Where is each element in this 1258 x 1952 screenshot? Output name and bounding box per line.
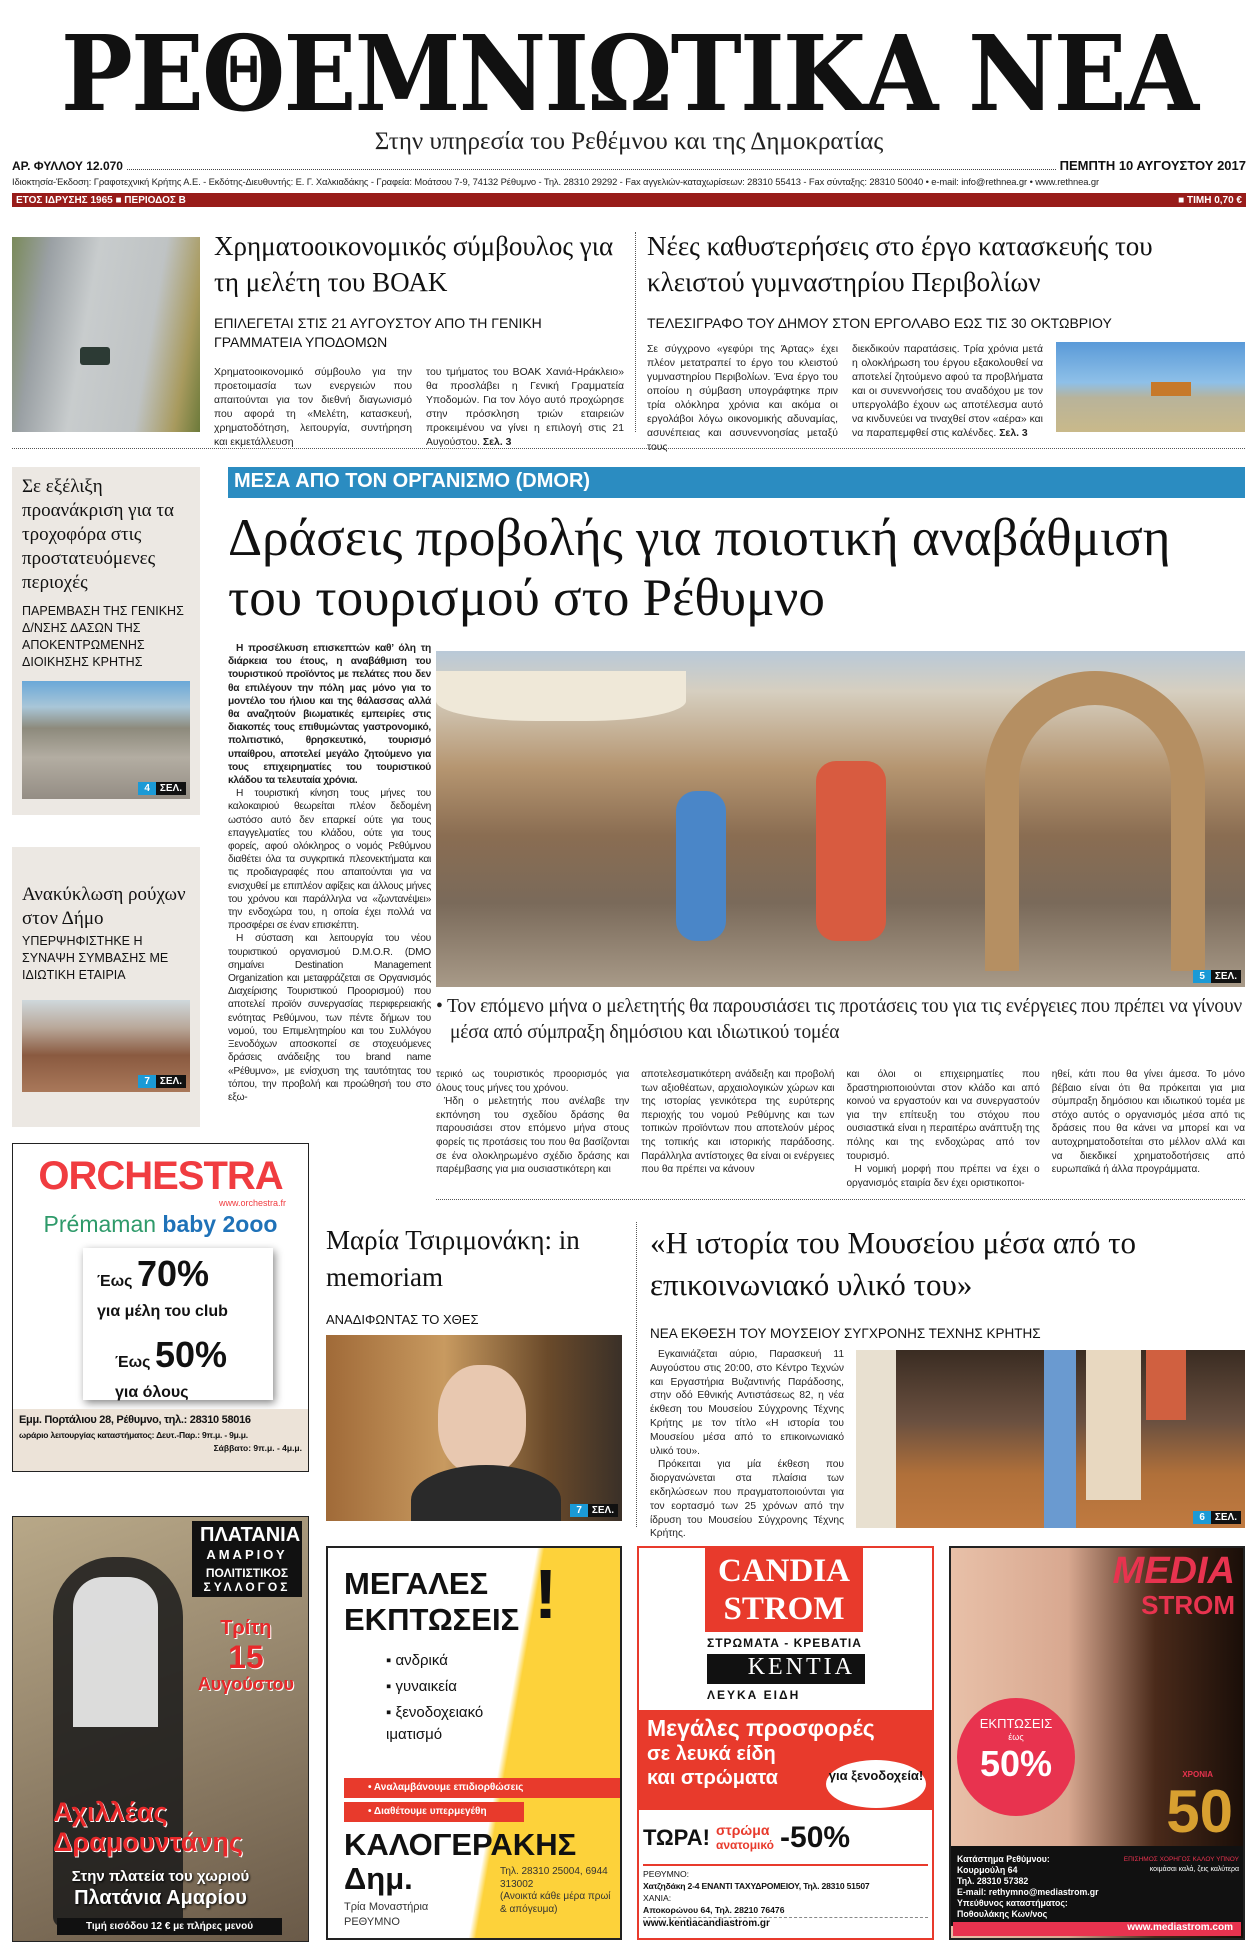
item-text: ξενοδοχειακό ιματισμό: [386, 1704, 484, 1743]
page-badge[interactable]: [138, 1075, 186, 1088]
mattress-text: ανατομικό: [715, 1838, 775, 1852]
sale-bubble: [957, 1698, 1075, 1816]
arch-shape: [985, 671, 1205, 971]
anniversary-number: 50: [1166, 1778, 1233, 1845]
offer-text: σε λευκά είδη: [647, 1743, 776, 1765]
sidebar-story[interactable]: [12, 467, 200, 815]
divider: [127, 169, 1056, 170]
discount-line: [97, 1254, 259, 1302]
council-photo: [22, 1000, 190, 1092]
logo-text: STROM: [723, 1591, 845, 1627]
ad-address: Εμμ. Πορτάλιου 28, Ρέθυμνο, τηλ.: 28310 58016: [19, 1414, 251, 1426]
venue-text: Στην πλατεία του χωριού: [71, 1868, 250, 1885]
sale-percent: 50%: [979, 1743, 1053, 1784]
hours-text: (Ανοικτά κάθε μέρα πρωί & απόγευμα): [500, 1891, 611, 1915]
story-text: διεκδικούν παρατάσεις. Τρία χρόνια μετά η ολοκλήρωση του έργου εξακολουθεί να αποτελεί ζητούμενο αφού τα προβλήματα και οι συνεννοήσεις του αναδόχου με τον υπεργολάβο έχουν ως αποτέλεσμα αυτό να κινδυνεύει να τιναχθεί στον «αέρα» και να παραπεμφθεί στις καλένδες.: [852, 344, 1043, 439]
story-block: [326, 1222, 622, 1329]
shop-location: [344, 1900, 428, 1930]
event-date: [198, 1617, 294, 1695]
story-headline[interactable]: Νέες καθυστερήσεις στο έργο κατασκευής του κλειστού γυμναστηρίου Περιβολίων: [647, 231, 1153, 297]
issue-date: ΠΕΜΠΤΗ 10 ΑΥΓΟΥΣΤΟΥ 2017: [1059, 158, 1246, 173]
logo-text: CANDIA: [718, 1553, 850, 1589]
page-label: ΣΕΛ.: [588, 1504, 618, 1517]
now-label: ΤΩΡΑ!: [643, 1825, 710, 1850]
exclamation-icon: !: [534, 1555, 558, 1633]
sponsor-text: ΕΠΙΣΗΜΟΣ ΧΟΡΗΓΟΣ ΚΑΛΟΥ ΥΠΝΟΥ: [1123, 1856, 1239, 1863]
body-paragraph: Εγκαινιάζεται αύριο, Παρασκευή 11 Αυγούστου στις 20:00, στο Κέντρο Τεχνών και Εργαστήρια Βυζαντινής Παράδοσης, στην οδό Εθνικής Αντιστάσεως 82, η νέα έκθεση του Μουσείου Σύγχρονης Τέχνης Κρήτης με τον τίτλο «Η ιστορία του Μουσείου μέσα από το επικοινωνιακό υλικό του».: [650, 1349, 844, 1457]
headline-text: ΜΕΓΑΛΕΣ: [344, 1566, 489, 1601]
store-info: [951, 1846, 1243, 1926]
body-paragraph: Πρόκειται για μία έκθεση που διοργανώνεται στα πλαίσια των εκδηλώσεων που πραγματοποιούνται για τον εορτασμό των 25 χρόνων από την ίδρυση του Μουσείου Σύγχρονης Τέχνης Κρήτης.: [650, 1459, 844, 1540]
divider: [635, 232, 636, 432]
founding-bar: [12, 193, 1246, 207]
wall-shape: [856, 1350, 896, 1528]
mattress-text: στρώμα: [715, 1822, 770, 1838]
shirt-shape: [73, 1577, 158, 1727]
price-text: ■ ΤΙΜΗ 0,70 €: [1178, 194, 1242, 206]
banner-shape: [1044, 1350, 1076, 1528]
construction-photo: [1056, 342, 1245, 432]
page-number: 6: [1193, 1511, 1211, 1524]
baby2000-logo: baby 2ooo: [162, 1211, 278, 1237]
mattress-label: [716, 1823, 774, 1853]
address-text: Χατζηδάκη 2-4 ΕΝΑΝΤΙ ΤΑΧΥΔΡΟΜΕΙΟΥ, Τηλ. 28310 51507: [643, 1881, 870, 1891]
hotel-bubble: για ξενοδοχεία!: [826, 1760, 926, 1808]
organizer-text: ΣΥΛΛΟΓΟΣ: [203, 1580, 291, 1594]
page-badge[interactable]: [138, 782, 186, 795]
body-paragraph: Η τουριστική κίνηση τους μήνες του καλοκαιριού θεωρείται πλέον δεδομένη ωστόσο αυτό δεν επαρκεί ούτε για τους επαγγελματίες του κλάδου, ούτε για τους φορείς, αφού ολόκληρος ο νομός Ρεθύμνου διαθέτει όλα τα συγκριτικά πλεονεκτήματα και τις προδιαγραφές που απαιτούνται για να ενισχυθεί με επιπλέον αφίξεις και άλλους μήνες του χρόνου και παράλληλα να «ζωντανέψει» την ενδοχώρα του, η οποία έχει πολλά να προσφέρει σε έναν επισκέπτη.: [228, 788, 431, 932]
story-kicker: ΑΝΑΔΙΦΩΝΤΑΣ ΤΟ ΧΘΕΣ: [326, 1312, 479, 1327]
list-item: [386, 1674, 526, 1700]
upto-label: Έως: [115, 1354, 151, 1371]
story-headline[interactable]: Μαρία Τσιριμονάκη: in memoriam: [326, 1225, 580, 1292]
truck-shape: [1151, 382, 1191, 396]
portrait-photo: [326, 1335, 622, 1521]
parasol-shape: [436, 671, 686, 721]
sidebar-headline[interactable]: Ανακύκλωση ρούχων στον Δήμο: [22, 884, 186, 929]
ticket-price: Τιμή εισόδου 12 € με πλήρες μενού: [57, 1918, 282, 1935]
issue-line: [12, 158, 1246, 173]
discount-label: για μέλη του club: [97, 1303, 228, 1320]
item-list: [386, 1648, 526, 1746]
discount-70: 70%: [136, 1253, 209, 1294]
date-month: Αυγούστου: [197, 1674, 294, 1694]
story-block: [214, 228, 624, 450]
ad-headline: [344, 1566, 519, 1638]
list-item: [386, 1702, 526, 1746]
organizer-text: ΠΛΑΤΑΝΙΑ: [200, 1524, 301, 1546]
ad-hours: Σάββατο: 9π.μ. - 4μ.μ.: [213, 1443, 302, 1453]
motorbike-photo: [22, 681, 190, 799]
phone-text: Τηλ. 28310 25004, 6944 313002: [500, 1866, 608, 1890]
discount-label: για όλους: [115, 1384, 189, 1401]
mattress-offer: [643, 1818, 850, 1858]
concert-ad[interactable]: [12, 1516, 309, 1942]
banner-shape: [1086, 1350, 1141, 1500]
sidebar-kicker: ΠΑΡΕΜΒΑΣΗ ΤΗΣ ΓΕΝΙΚΗΣ Δ/ΝΣΗΣ ΔΑΣΩΝ ΤΗΣ ΑΠΟΚΕΝΤΡΩΜΕΝΗΣ ΔΙΟΙΚΗΣΗΣ ΚΡΗΤΗΣ: [22, 604, 184, 669]
page-ref[interactable]: Σελ. 3: [482, 437, 512, 448]
product-line: ΛΕΥΚΑ ΕΙΔΗ: [707, 1688, 801, 1702]
column: [847, 1068, 1040, 1190]
banner-shape: [1146, 1350, 1186, 1420]
media-logo: [1113, 1552, 1235, 1620]
masthead-subtitle: Στην υπηρεσία του Ρεθέμνου και της Δημοκρατίας: [374, 128, 884, 155]
ad-footer: [13, 1409, 308, 1471]
divider: [12, 448, 1245, 449]
founded-text: ΕΤΟΣ ΙΔΡΥΣΗΣ 1965 ■ ΠΕΡΙΟΔΟΣ Β: [16, 194, 186, 206]
page-number: 5: [1193, 970, 1211, 983]
photo-caption: • Τον επόμενο μήνα ο μελετητής θα παρουσιάσει τις προτάσεις του για τις ενέργειες που πρέπει να γίνουν μέσα από σύμπραξη δημόσιου και ιδιωτικού τομέα: [436, 996, 1243, 1043]
body-paragraph: ηθεί, κάτι που θα γίνει άμεσα. Το μόνο βέβαιο είναι ότι θα πρόκειται για μια σύμπραξη δημόσιου και ιδιωτικού τομέα με στόχο αυτός ο οργανισμός μέσα από τις δράσεις που θα κάνει να μπορεί και να αυτοχρηματοδοτείται στο μέλλον αλλά και να διεκδικεί χρηματοδοτήσεις από ευρωπαϊκά ή άλλα προγράμματα.: [1051, 1069, 1245, 1176]
name-text: ΚΑΛΟΓΕΡΑΚΗΣ: [344, 1827, 577, 1862]
story-body: [214, 366, 624, 450]
page-label: ΣΕΛ.: [1211, 1511, 1241, 1524]
car-shape: [80, 347, 110, 365]
sidebar-kicker: ΥΠΕΡΨΗΦΙΣΤΗΚΕ Η ΣΥΝΑΨΗ ΣΥΜΒΑΣΗΣ ΜΕ ΙΔΙΩΤΙΚΗ ΕΤΑΙΡΙΑ: [22, 934, 169, 982]
address-text: Αποκορώνου 64, Τηλ. 28210 76476: [643, 1905, 785, 1915]
story-kicker: ΝΕΑ ΕΚΘΕΣΗ ΤΟΥ ΜΟΥΣΕΙΟΥ ΣΥΓΧΡΟΝΗΣ ΤΕΧΝΗΣ ΚΡΗΤΗΣ: [650, 1326, 1041, 1341]
date-num: 15: [228, 1639, 264, 1675]
section-banner: ΜΕΣΑ ΑΠΟ ΤΟΝ ΟΡΓΑΝΙΣΜΟ (DMOR): [228, 467, 1245, 498]
artist-name: Δραμουντάνης: [53, 1827, 243, 1857]
page-label: ΣΕΛ.: [1211, 970, 1241, 983]
product-line: ΣΤΡΩΜΑΤΑ - ΚΡΕΒΑΤΙΑ: [707, 1636, 862, 1650]
shop-contact: [500, 1866, 618, 1916]
column: [641, 1068, 834, 1190]
page-label: ΣΕΛ.: [156, 1075, 186, 1088]
offer-text: Μεγάλες προσφορές: [647, 1715, 875, 1741]
artist-block: [53, 1797, 243, 1857]
body-paragraph: Ήδη ο μελετητής που ανέλαβε την εκπόνηση του σχεδίου δράσης θα παρουσιάσει στον επόμενο μήνα στους φορείς τις προτάσεις του που θα βασίζονται σε ένα ολοκληρωμένο σχέδιο δράσης και παρέμβασης για μια ουσιαστικότερη και: [436, 1096, 630, 1176]
city-label: ΡΕΘΥΜΝΟ:: [643, 1869, 690, 1879]
person-shape: [816, 761, 886, 941]
publisher-info: Ιδιοκτησία-Έκδοση: Γραφοτεχνική Κρήτης Α.Ε. - Εκδότης-Διευθυντής: Ε. Γ. Χαλκιαδάκης - Γραφεία: Μοάτσου 7-9, 74132 Ρέθυμνο - Τηλ. 28310 29292 - Fax αγγελιών-καταχωρίσεων: 28310 55413 - Fax σύνταξης: 28310 50040 • e-mail: info@rethnea.gr • www.rethnea.gr: [12, 176, 1099, 187]
body-paragraph: τερικό ως τουριστικός προορισμός για όλους τους μήνες του χρόνου.: [436, 1069, 630, 1094]
story-body-col2: [852, 343, 1043, 455]
item-text: γυναικεία: [395, 1678, 457, 1695]
bullet-icon: ▪: [386, 1652, 392, 1669]
artist-name: Αχιλλέας: [53, 1797, 168, 1827]
page-label: ΣΕΛ.: [156, 782, 186, 795]
store-text: Τηλ. 28310 57382: [957, 1876, 1029, 1886]
offer-text: και στρώματα: [647, 1767, 778, 1789]
column: [436, 1068, 629, 1190]
masthead-title: ΡΕΘΕΜΝΙΩΤΙΚΑ ΝΕΑ: [60, 12, 1198, 135]
organizer-box: [192, 1521, 302, 1597]
location-text: Τρία Μοναστήρια: [344, 1901, 429, 1913]
sale-text: έως: [1008, 1732, 1024, 1742]
divider: [436, 1199, 1245, 1200]
body-paragraph: αποτελεσματικότερη ανάδειξη και προβολή των αξιοθέατων, αρχαιολογικών χώρων και της ιστορίας γενικότερα της ευρύτερης περιοχής του νομού Ρεθύμνης και των τοπικών προϊόντων που αποτελούν μέρος της τοπικής και ιστορικής παράδοσης. Παράλληλα αντίστοιχες θα είναι οι ενέργειες που θα πρέπει να κάνουν: [641, 1069, 835, 1176]
ad-url: www.mediastrom.com: [953, 1922, 1241, 1936]
discount-label: -50%: [780, 1821, 851, 1854]
bullet-icon: ▪: [386, 1704, 392, 1721]
date-day: Τρίτη: [220, 1617, 272, 1639]
store-text: Κουρμούλη 64: [957, 1865, 1018, 1875]
upto-label: Έως: [97, 1273, 133, 1290]
museum-body: [650, 1348, 844, 1541]
logo-text: STROM: [1141, 1590, 1235, 1620]
venue-text: Πλατάνια Αμαρίου: [74, 1887, 247, 1909]
issue-number: ΑΡ. ΦΥΛΛΟΥ 12.070: [12, 159, 123, 173]
divider: [636, 1222, 637, 1527]
page-badge[interactable]: [1193, 970, 1241, 983]
city-label: ΧΑΝΙΑ:: [643, 1893, 672, 1903]
location-text: ΡΕΘΥΜΝΟ: [344, 1916, 400, 1928]
discount-50: 50%: [154, 1334, 227, 1375]
sub-brands: [13, 1210, 308, 1238]
story-kicker: ΤΕΛΕΣΙΓΡΑΦΟ ΤΟΥ ΔΗΜΟΥ ΣΤΟΝ ΕΡΓΟΛΑΒΟ ΕΩΣ ΤΙΣ 30 ΟΚΤΩΒΡΙΟΥ: [647, 315, 1112, 331]
exhibition-photo: [856, 1350, 1245, 1528]
headline-text: ΕΚΠΤΩΣΕΙΣ: [344, 1602, 520, 1637]
page-ref[interactable]: Σελ. 3: [999, 428, 1028, 439]
item-text: ανδρικά: [395, 1652, 448, 1669]
slogan-text: κοιμάσαι καλά, ζεις καλύτερα: [1149, 1866, 1239, 1873]
page-badge[interactable]: [570, 1504, 618, 1517]
offer-block: [639, 1710, 932, 1810]
store-text: E-mail: rethymno@mediastrom.gr: [957, 1887, 1099, 1897]
main-lower-columns: [436, 1068, 1245, 1190]
page-number: 4: [138, 782, 156, 795]
face-shape: [438, 1365, 526, 1475]
orchestra-logo: ORCHESTRA: [38, 1154, 283, 1198]
page-number: 7: [138, 1075, 156, 1088]
kentia-logo: KENTIA: [707, 1654, 865, 1684]
story-body-col2: [426, 366, 624, 450]
store-info: [643, 1864, 928, 1930]
store-text: Ποθουλάκης Κων/νος: [957, 1909, 1048, 1919]
body-paragraph: Η σύσταση και λειτουργία του νέου τουριστικού οργανισμού D.M.O.R. (DMO σημαίνει Destination Management Organization και μεταφράζεται σε Οργανισμός Διαχείρισης Τουριστικού Προορισμού) που αποτελεί προϊόν συνεργασίας περιφερειακής ενότητας Ρεθύμνου, των πέντε δήμων του νομού, του Επιμελητηρίου και του Συλλόγου Ξενοδόχων αποσκοπεί σε στοχευόμενες δράσεις ανάδειξης του brand name «Ρέθυμνο», με ενίσχυση της ταυτότητας του τόπου, την προβολή και προώθησή του στο εξω-: [228, 933, 431, 1103]
sale-text: ΕΚΠΤΩΣΕΙΣ: [979, 1716, 1053, 1731]
sidebar-story[interactable]: [12, 847, 200, 1127]
bullet-icon: ▪: [386, 1678, 392, 1695]
ad-url: www.kentiacandiastrom.gr: [643, 1917, 928, 1930]
orchestra-ad[interactable]: [12, 1143, 309, 1472]
ad-hours: ωράριο λειτουργίας καταστήματος: Δευτ.-Παρ.: 9π.μ. - 9μ.μ.: [19, 1430, 248, 1440]
page-badge[interactable]: [1193, 1511, 1241, 1524]
body-shape: [411, 1465, 561, 1521]
story-text: του τμήματος του ΒΟΑΚ Χανιά-Ηράκλειο» θα προσλάβει η Γενική Γραμματεία Υποδομών. Για τον λόγο αυτό προχώρησε στην πρόσκληση τριών εταιρειών προκειμένου να γίνει η επιλογή στις 21 Αυγούστου.: [426, 367, 624, 448]
body-paragraph: Η νομική μορφή που πρέπει να έχει ο οργανισμός εταιρία δεν έχει οριστικοποι-: [846, 1164, 1040, 1189]
story-block: [650, 1222, 1245, 1343]
story-body: [647, 343, 1043, 455]
lead-paragraph: Η προσέλκυση επισκεπτών καθ’ όλη τη διάρκεια του έτους, η αναβάθμιση του τουριστικού προϊόντος με πελάτες που δεν θα επιλέγουν την πόλη μας μόνο για το μοντέλο του ήλιου και της θάλασσας αλλά θα αναζητούν βιωματικές εμπειρίες στις διακοπές τους επιθυμώντας γαστρονομικό, πολιτιστικό, θρησκευτικό, τουρισμό υπαίθρου, αποτελεί μεγάλο ζητούμενο για τους επιχειρηματίες του τουριστικού κλάδου τα τελευταία χρόνια.: [228, 643, 431, 787]
store-text: Κατάστημα Ρεθύμνου:: [957, 1854, 1050, 1864]
column: [1052, 1068, 1245, 1190]
organizer-text: ΠΟΛΙΤΙΣΤΙΚΟΣ: [205, 1566, 289, 1580]
sidebar-headline[interactable]: Σε εξέλιξη προανάκριση για τα τροχοφόρα στις προστατευόμενες περιοχές: [22, 476, 174, 593]
discount-card: [83, 1248, 273, 1400]
premaman-logo: Prémaman: [43, 1211, 157, 1237]
service-strip: • Διαθέτουμε υπερμεγέθη: [344, 1802, 524, 1822]
list-item: [386, 1648, 526, 1674]
story-body-col1: Σε σύγχρονο «γεφύρι της Άρτας» έχει πλέον μετατραπεί το έργο του κλειστού γυμναστηρίου Περιβολίων. Ένα έργο του οποίου η σύμβαση υπογράφτηκε πριν τρία ολόκληρα χρόνια και ακόμα οι εργολάβοι λόγω οικονομικής αδυναμίας, ασυνέπειας και ασυνεννοησίας μεταξύ τους: [647, 344, 838, 453]
organizer-text: ΑΜΑΡΙΟΥ: [206, 1547, 288, 1562]
service-strip: • Αναλαμβάνουμε επιδιορθώσεις: [344, 1778, 622, 1798]
main-headline[interactable]: Δράσεις προβολής για ποιοτική αναβάθμιση του τουρισμού στο Ρέθυμνο: [228, 509, 1171, 627]
tourists-photo: [436, 651, 1245, 987]
story-body-col1: Χρηματοοικονομικό σύμβουλο για την προετοιμασία των ενεργειών που απαιτούνται για τον διεθνή διαγωνισμό που αφορά τη «Μελέτη, κατασκευή, χρηματοδότηση, λειτουργία, συντήρηση και εκμετάλλευση: [214, 367, 412, 448]
discount-line: [97, 1335, 259, 1383]
name-text: Δημ.: [344, 1861, 413, 1896]
ad-url: www.orchestra.fr: [218, 1198, 286, 1208]
logo-text: MEDIA: [1112, 1550, 1235, 1592]
story-headline[interactable]: «Η ιστορία του Μουσείου μέσα από το επικοινωνιακό υλικό του»: [650, 1225, 1137, 1302]
anniversary-years: ΧΡΟΝΙΑ: [1182, 1770, 1213, 1779]
store-text: Υπεύθυνος καταστήματος:: [957, 1898, 1068, 1908]
venue-block: [13, 1867, 308, 1910]
candia-strom-ad[interactable]: [637, 1546, 934, 1940]
highway-photo: [12, 237, 200, 432]
page-number: 7: [570, 1504, 588, 1517]
person-shape: [676, 791, 726, 941]
story-kicker: ΕΠΙΛΕΓΕΤΑΙ ΣΤΙΣ 21 ΑΥΓΟΥΣΤΟΥ ΑΠΟ ΤΗ ΓΕΝΙΚΗ ΓΡΑΜΜΑΤΕΙΑ ΥΠΟΔΟΜΩΝ: [214, 315, 542, 350]
candia-logo: [705, 1548, 863, 1632]
kalogerakis-ad[interactable]: [326, 1546, 622, 1940]
story-headline[interactable]: Χρηματοοικονομικός σύμβουλος για τη μελέτη του ΒΟΑΚ: [214, 231, 614, 297]
body-paragraph: και όλοι οι επιχειρηματίες που δραστηριοποιούνται στον κλάδο και από κοινού να εργαστούν και να συνεργαστούν για την επίτευξη του στόχου που ουσιαστικά είναι η περαιτέρω ανάπτυξη της πόλης και της ενδοχώρας από τον τουρισμό.: [846, 1069, 1040, 1162]
media-strom-ad[interactable]: [949, 1546, 1245, 1940]
